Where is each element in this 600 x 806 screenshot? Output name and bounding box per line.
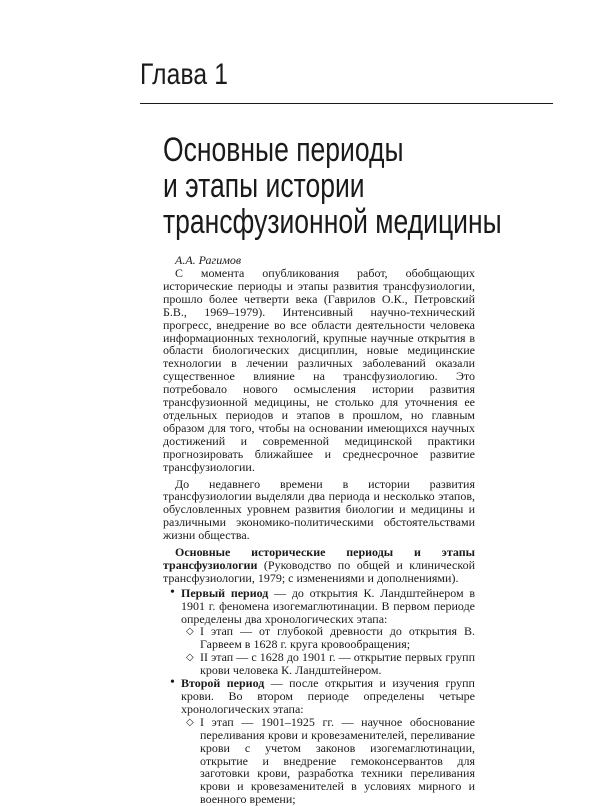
period-name: Второй период — [181, 676, 265, 691]
chapter-divider — [140, 103, 553, 104]
diamond-outline-icon: ◇ — [186, 626, 194, 638]
chapter-title-line: и этапы истории — [163, 167, 365, 205]
period-name: Первый период — [181, 585, 269, 600]
chapter-body — [163, 267, 475, 806]
stage-text: I этап — 1901–1925 гг. — научное обоснование переливания крови и кровезаменителей, переливание крови с учетом законов изогемаглютинации, открытие и внедрение гемоконсервантов для заготовки крови, разработка техники переливания крови и кровезаменителей в условиях мирного и военного времени; — [200, 714, 475, 806]
period-text: — после открытия и изучения групп крови. Во втором периоде определены четыре хронологических этапа: — [181, 676, 475, 716]
diamond-outline-icon: ◇ — [186, 716, 194, 728]
period-text: — до открытия К. Ландштейнером в 1901 г. феномена изогемаглютинации. В первом периоде определены два хронологических этапа: — [181, 585, 475, 626]
stages-list — [181, 625, 475, 677]
chapter-title-line: Основные периоды — [163, 131, 404, 169]
list-item-stage — [186, 624, 475, 652]
chapter-label: Глава 1 — [140, 58, 229, 91]
list-item-period — [181, 677, 475, 806]
diamond-outline-icon: ◇ — [186, 652, 194, 664]
paragraph: До недавнего времени в истории развития трансфузиологии выделяли два периода и несколько этапов, обусловленных уровнем развития биологии и медицины и различными экономико-политическими обстоятельствами жизни общества. — [163, 476, 475, 543]
chapter-title-line: трансфузионной медицины — [163, 203, 502, 241]
section-intro — [163, 546, 475, 585]
chapter-title — [163, 131, 502, 241]
stages-list — [181, 716, 475, 806]
section-heading: Основные исторические периоды и этапы трансфузиологии — [163, 545, 475, 572]
section-source: (Руководство по общей и клинической трансфузиологии, 1979; с изменениями и дополнениями). — [163, 557, 475, 585]
paragraph: С момента опубликования работ, обобщающих исторические периоды и этапы развития трансфузиологии, прошло более четверти века (Гаврилов О.К., Петровский Б.В., 1969–1979). Интенсивный научно-технический прогресс, внедрение во все области деятельности человека информационных технологий, крупные научные открытия в области биологических дисциплин, новые медицинские технологии в лечении различных заболеваний оказали существенное влияние на трансфузиологию. Это потребовало нового осмысления истории развития трансфузионной медицины, не столько для уточнения ее отдельных периодов и этапов в прошлом, но главным образом для того, чтобы на основании имеющихся научных достижений и современной медицинской практики прогнозировать ближайшее и среднесрочное развитие трансфузиологии. — [163, 266, 475, 474]
list-item-stage — [186, 714, 475, 806]
stage-text: II этап — с 1628 до 1901 г. — открытие первых групп крови человека К. Ландштейнером. — [200, 650, 475, 678]
periods-list — [163, 587, 475, 806]
stage-text: I этап — от глубокой древности до открытия В. Гарвеем в 1628 г. круга кровообращения; — [200, 624, 475, 652]
list-item-stage — [186, 650, 475, 678]
list-item-period — [181, 587, 475, 677]
author-name: А.А. Рагимов — [175, 253, 242, 267]
